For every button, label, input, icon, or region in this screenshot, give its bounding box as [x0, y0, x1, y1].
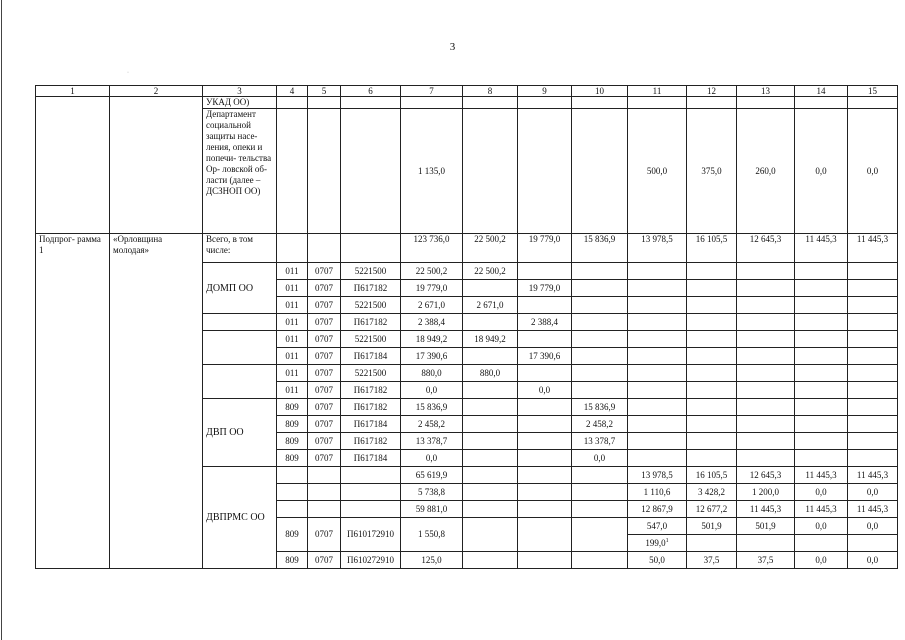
table-row	[36, 97, 898, 109]
cell-value: 5221500	[341, 331, 401, 348]
cell-value: 0,0	[848, 518, 898, 535]
cell-value: 011	[277, 263, 308, 280]
cell-value: 11 445,3	[795, 234, 848, 263]
cell-value: 809	[277, 399, 308, 416]
cell-value	[518, 263, 572, 280]
cell-value: 22 500,2	[463, 234, 518, 263]
cell-value: 0,0	[795, 518, 848, 535]
cell-value: 13 378,7	[572, 433, 628, 450]
cell-value: 809	[277, 518, 308, 552]
cell-value: П617184	[341, 450, 401, 467]
col-header: 11	[628, 86, 687, 97]
cell-value: П617182	[341, 399, 401, 416]
cell-value: 11 445,3	[848, 234, 898, 263]
cell-value: 0707	[308, 450, 341, 467]
cell-value: 809	[277, 416, 308, 433]
cell-value: 0,0	[401, 450, 463, 467]
cell-value: 0,0	[518, 382, 572, 399]
col-header: 12	[687, 86, 737, 97]
cell-value	[463, 314, 518, 331]
cell-value: 1 110,6	[628, 484, 687, 501]
cell-value: 11 445,3	[737, 501, 795, 518]
cell-value: 0707	[308, 280, 341, 297]
cell-value: 2 388,4	[401, 314, 463, 331]
cell-value: 0707	[308, 348, 341, 365]
cell-value: 2 388,4	[518, 314, 572, 331]
cell-value: 011	[277, 331, 308, 348]
cell-value: 199,0	[645, 537, 666, 548]
cell-value: 809	[277, 450, 308, 467]
col-header: 3	[203, 86, 277, 97]
col-header: 13	[737, 86, 795, 97]
agency-label: ДВП ОО	[203, 399, 277, 467]
cell-value: 65 619,9	[401, 467, 463, 484]
col-header: 14	[795, 86, 848, 97]
cell-value: 37,5	[737, 552, 795, 569]
cell-value: П610272910	[341, 552, 401, 569]
col-header: 4	[277, 86, 308, 97]
cell-value: 0707	[308, 365, 341, 382]
cell-value: 1 550,8	[401, 518, 463, 552]
cell-value: 17 390,6	[518, 348, 572, 365]
cell-value: 0,0	[848, 552, 898, 569]
cell-value: 2 671,0	[401, 297, 463, 314]
col-header: 10	[572, 86, 628, 97]
col-header: 7	[401, 86, 463, 97]
cell-value: 809	[277, 552, 308, 569]
cell-value: 011	[277, 348, 308, 365]
cell-value: 11 445,3	[848, 467, 898, 484]
cell-value: 15 836,9	[401, 399, 463, 416]
cell-value: 123 736,0	[401, 234, 463, 263]
col-header: 2	[110, 86, 203, 97]
cell-value: 18 949,2	[463, 331, 518, 348]
cell-value: 15 836,9	[572, 399, 628, 416]
cell-value: П617184	[341, 348, 401, 365]
cell-value: 50,0	[628, 552, 687, 569]
cell-value: 0707	[308, 263, 341, 280]
cell-value: 0,0	[848, 109, 898, 234]
cell-value: 0,0	[795, 484, 848, 501]
cell-value: 0,0	[401, 382, 463, 399]
col-header: 5	[308, 86, 341, 97]
cell-value: 13 378,7	[401, 433, 463, 450]
cell-value: 5 738,8	[401, 484, 463, 501]
cell-value: 16 105,5	[687, 234, 737, 263]
cell-value: 011	[277, 365, 308, 382]
cell-value: 880,0	[401, 365, 463, 382]
cell-value: 0707	[308, 297, 341, 314]
cell-value: 22 500,2	[401, 263, 463, 280]
cell-value: 0,0	[795, 552, 848, 569]
cell-value: 0707	[308, 314, 341, 331]
cell-value: 19 779,0	[518, 234, 572, 263]
cell-value: 0707	[308, 382, 341, 399]
cell-value: 5221500	[341, 297, 401, 314]
cell-value: 1 200,0	[737, 484, 795, 501]
cell-value: 12 867,9	[628, 501, 687, 518]
cell-value: 13 978,5	[628, 467, 687, 484]
cell-value: 0,0	[848, 484, 898, 501]
cell-value: 11 445,3	[848, 501, 898, 518]
cell-value: 125,0	[401, 552, 463, 569]
cell-value: 0707	[308, 518, 341, 552]
subprogram-name: «Орловщина молодая»	[110, 234, 203, 569]
cell-value: 547,0	[628, 518, 687, 535]
cell-value	[518, 331, 572, 348]
cell-value: 37,5	[687, 552, 737, 569]
footnote-mark: 1	[665, 537, 669, 544]
cell-value: 5221500	[341, 365, 401, 382]
cell-value: П617182	[341, 280, 401, 297]
cell-value: П617184	[341, 416, 401, 433]
cell-value: П617182	[341, 382, 401, 399]
cell-value: 0707	[308, 433, 341, 450]
page-edge-line	[1, 0, 2, 640]
col-header: 1	[36, 86, 110, 97]
subprogram-label: Подпрог- рамма 1	[36, 234, 110, 569]
agency-name-fragment: УКАД ОО)	[203, 97, 277, 109]
cell-value: 0707	[308, 331, 341, 348]
cell-value	[518, 365, 572, 382]
col-header: 15	[848, 86, 898, 97]
cell-value: 59 881,0	[401, 501, 463, 518]
cell-value: 12 645,3	[737, 234, 795, 263]
cell-value: 0707	[308, 399, 341, 416]
cell-value: 2 458,2	[401, 416, 463, 433]
cell-value: 501,9	[687, 518, 737, 535]
cell-value	[463, 382, 518, 399]
cell-value: 13 978,5	[628, 234, 687, 263]
cell-value: 16 105,5	[687, 467, 737, 484]
cell-value: 011	[277, 280, 308, 297]
cell-value: 1 135,0	[401, 109, 463, 234]
cell-value	[518, 297, 572, 314]
agency-label: ДВПРМС ОО	[203, 467, 277, 569]
cell-value: 11 445,3	[795, 501, 848, 518]
total-label: Всего, в том числе:	[203, 234, 277, 263]
cell-value: 5221500	[341, 263, 401, 280]
col-header: 8	[463, 86, 518, 97]
cell-value: 19 779,0	[518, 280, 572, 297]
cell-value	[463, 348, 518, 365]
cell-value: 17 390,6	[401, 348, 463, 365]
cell-value: 0,0	[572, 450, 628, 467]
cell-value: 2 671,0	[463, 297, 518, 314]
table-row	[36, 234, 898, 263]
cell-value: 011	[277, 382, 308, 399]
cell-value: 0,0	[795, 109, 848, 234]
cell-value: 500,0	[628, 109, 687, 234]
agency-label: ДОМП ОО	[203, 263, 277, 314]
cell-value: 12 677,2	[687, 501, 737, 518]
cell-value: 011	[277, 297, 308, 314]
budget-table	[35, 85, 898, 569]
page-number: 3	[449, 41, 456, 53]
cell-value: 19 779,0	[401, 280, 463, 297]
cell-value: 501,9	[737, 518, 795, 535]
cell-value: П617182	[341, 314, 401, 331]
cell-value: 375,0	[687, 109, 737, 234]
agency-name: Департамент социальной защиты насе- ления, опеки и попечи- тельства Ор- ловской об- ласти (далее – ДСЗНОП ОО)	[203, 109, 277, 234]
cell-value: 11 445,3	[795, 467, 848, 484]
cell-value: 22 500,2	[463, 263, 518, 280]
cell-value: 011	[277, 314, 308, 331]
cell-value-footnoted	[628, 535, 687, 552]
col-header: 9	[518, 86, 572, 97]
cell-value: П617182	[341, 433, 401, 450]
cell-value: 3 428,2	[687, 484, 737, 501]
cell-value: 2 458,2	[572, 416, 628, 433]
cell-value: 880,0	[463, 365, 518, 382]
cell-value: 0707	[308, 552, 341, 569]
col-header: 6	[341, 86, 401, 97]
cell-value: 15 836,9	[572, 234, 628, 263]
cell-value: 18 949,2	[401, 331, 463, 348]
cell-value: 809	[277, 433, 308, 450]
cell-value: П610172910	[341, 518, 401, 552]
cell-value	[463, 280, 518, 297]
cell-value: 0707	[308, 416, 341, 433]
scan-speck: ·	[127, 70, 129, 76]
cell-value: 260,0	[737, 109, 795, 234]
cell-value: 12 645,3	[737, 467, 795, 484]
column-number-row	[36, 86, 898, 97]
